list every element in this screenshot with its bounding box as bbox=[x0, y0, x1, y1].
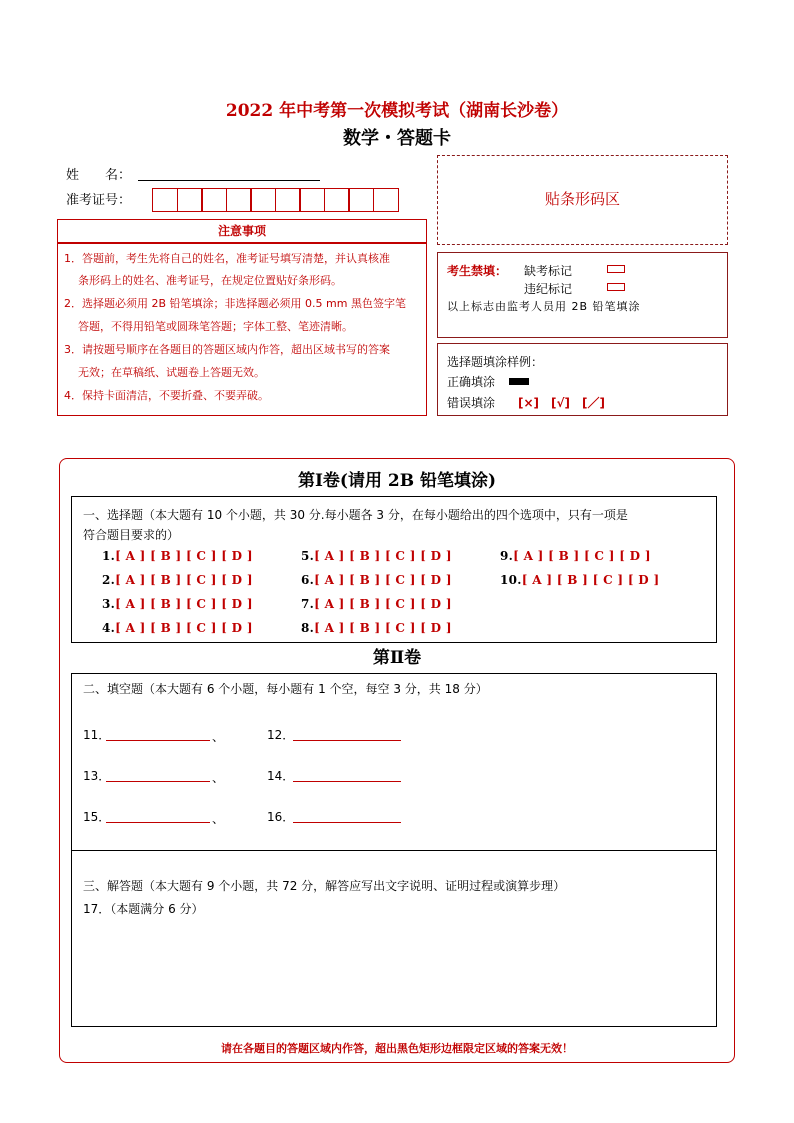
choice-section bbox=[71, 496, 717, 643]
solve-instruction: 三、解答题（本大题有 9 个小题，共 72 分，解答应写出文字说明、证明过程或演算步理） bbox=[83, 879, 566, 893]
question-16-label: 16． bbox=[267, 810, 295, 824]
barcode-area bbox=[437, 155, 728, 245]
question-number: 1. bbox=[102, 549, 116, 563]
bubble-options[interactable]: [ A ] [ B ] [ C ] [ D ] bbox=[115, 573, 253, 587]
answer-blank-11[interactable] bbox=[106, 740, 210, 741]
note-line: 答题，不得用铅笔或圆珠笔答题；字体工整、笔迹清晰。 bbox=[78, 320, 353, 333]
question-number: 10. bbox=[500, 573, 522, 587]
blank-separator: 、 bbox=[212, 730, 225, 744]
note-line: 3．请按题号顺序在各题目的答题区域内作答，超出区域书写的答案 bbox=[64, 343, 390, 356]
violation-mark-label: 违纪标记 bbox=[524, 282, 573, 296]
section-divider bbox=[72, 850, 716, 851]
answer-blank-14[interactable] bbox=[293, 781, 401, 782]
id-digit-box[interactable] bbox=[373, 188, 399, 212]
bubble-options[interactable]: [ A ] [ B ] [ C ] [ D ] bbox=[314, 573, 452, 587]
question-2-options[interactable] bbox=[102, 573, 253, 587]
wrong-fill-label: 错误填涂 bbox=[447, 396, 496, 410]
bubble-options[interactable]: [ A ] [ B ] [ C ] [ D ] bbox=[115, 597, 253, 611]
part2-section bbox=[71, 673, 717, 1027]
part1-title: 第Ⅰ卷(请用 2B 铅笔填涂) bbox=[297, 471, 497, 491]
question-5-options[interactable] bbox=[301, 549, 452, 563]
question-1-options[interactable] bbox=[102, 549, 253, 563]
part2-title: 第Ⅱ卷 bbox=[372, 648, 422, 668]
question-17-label: 17．（本题满分 6 分） bbox=[83, 902, 204, 916]
note-line: 条形码上的姓名、准考证号，在规定位置贴好条形码。 bbox=[78, 274, 342, 287]
note-line: 1．答题前，考生先将自己的姓名，准考证号填写清楚，并认真核准 bbox=[64, 252, 390, 265]
page-subtitle: 数学・答题卡 bbox=[343, 128, 451, 149]
question-number: 7. bbox=[301, 597, 315, 611]
bubble-options[interactable]: [ A ] [ B ] [ C ] [ D ] bbox=[314, 549, 452, 563]
fill-instruction: 二、填空题（本大题有 6 个小题，每小题有 1 个空，每空 3 分，共 18 分） bbox=[83, 682, 488, 696]
question-8-options[interactable] bbox=[301, 621, 452, 635]
missing-mark-box[interactable] bbox=[607, 265, 625, 273]
id-digit-box[interactable] bbox=[348, 188, 374, 212]
note-line: 无效；在草稿纸、试题卷上答题无效。 bbox=[78, 366, 265, 379]
wrong-fill-samples: [×] [√] [／] bbox=[518, 396, 605, 410]
id-digit-box[interactable] bbox=[177, 188, 203, 212]
forbidden-label: 考生禁填： bbox=[447, 264, 508, 278]
violation-mark-box[interactable] bbox=[607, 283, 625, 291]
id-digit-box[interactable] bbox=[324, 188, 350, 212]
note-line: 4．保持卡面清洁，不要折叠、不要弄破。 bbox=[64, 389, 269, 402]
question-9-options[interactable] bbox=[500, 549, 651, 563]
blank-separator: 、 bbox=[212, 771, 225, 785]
question-14-label: 14． bbox=[267, 769, 295, 783]
bubble-options[interactable]: [ A ] [ B ] [ C ] [ D ] bbox=[314, 621, 452, 635]
id-label: 准考证号： bbox=[66, 193, 132, 208]
barcode-label: 贴条形码区 bbox=[544, 190, 620, 208]
question-4-options[interactable] bbox=[102, 621, 253, 635]
id-digit-box[interactable] bbox=[275, 188, 301, 212]
id-digit-box[interactable] bbox=[250, 188, 276, 212]
notes-box bbox=[57, 243, 427, 416]
bubble-options[interactable]: [ A ] [ B ] [ C ] [ D ] bbox=[513, 549, 651, 563]
question-number: 9. bbox=[500, 549, 514, 563]
answer-area-17[interactable] bbox=[72, 919, 716, 1026]
answer-blank-15[interactable] bbox=[106, 822, 210, 823]
question-11-label: 11． bbox=[83, 728, 111, 742]
question-number: 5. bbox=[301, 549, 315, 563]
question-number: 6. bbox=[301, 573, 315, 587]
answer-blank-12[interactable] bbox=[293, 740, 401, 741]
notes-header bbox=[57, 219, 427, 243]
question-12-label: 12． bbox=[267, 728, 295, 742]
blank-separator: 、 bbox=[212, 812, 225, 826]
question-6-options[interactable] bbox=[301, 573, 452, 587]
correct-fill-label: 正确填涂 bbox=[447, 375, 496, 389]
question-13-label: 13． bbox=[83, 769, 111, 783]
sample-title: 选择题填涂样例： bbox=[447, 355, 544, 369]
forbidden-box bbox=[437, 252, 728, 338]
footer-warning: 请在各题目的答题区域内作答，超出黑色矩形边框限定区域的答案无效！ bbox=[221, 1042, 573, 1055]
choice-instruction-cont: 符合题目要求的） bbox=[83, 528, 180, 542]
question-7-options[interactable] bbox=[301, 597, 452, 611]
note-line: 2．选择题必须用 2B 铅笔填涂；非选择题必须用 0.5 mm 黑色签字笔 bbox=[64, 297, 406, 310]
id-digit-box[interactable] bbox=[152, 188, 178, 212]
notes-title: 注意事项 bbox=[217, 224, 266, 238]
id-number-boxes[interactable] bbox=[152, 188, 397, 212]
name-label: 姓 名： bbox=[66, 168, 132, 183]
page-title: 2022 年中考第一次模拟考试（湖南长沙卷） bbox=[225, 101, 569, 121]
forbidden-note: 以上标志由监考人员用 2B 铅笔填涂 bbox=[447, 300, 641, 313]
question-10-options[interactable] bbox=[500, 573, 659, 587]
bubble-options[interactable]: [ A ] [ B ] [ C ] [ D ] bbox=[521, 573, 660, 587]
question-number: 8. bbox=[301, 621, 315, 635]
bubble-options[interactable]: [ A ] [ B ] [ C ] [ D ] bbox=[115, 621, 253, 635]
question-15-label: 15． bbox=[83, 810, 111, 824]
question-number: 3. bbox=[102, 597, 116, 611]
question-number: 4. bbox=[102, 621, 116, 635]
id-digit-box[interactable] bbox=[226, 188, 252, 212]
bubble-options[interactable]: [ A ] [ B ] [ C ] [ D ] bbox=[314, 597, 452, 611]
id-digit-box[interactable] bbox=[299, 188, 325, 212]
question-3-options[interactable] bbox=[102, 597, 253, 611]
answer-blank-16[interactable] bbox=[293, 822, 401, 823]
name-field[interactable] bbox=[138, 180, 320, 181]
sample-box bbox=[437, 343, 728, 416]
id-digit-box[interactable] bbox=[201, 188, 227, 212]
choice-instruction: 一、选择题（本大题有 10 个小题，共 30 分.每小题各 3 分，在每小题给出的四个选项中，只有一项是 bbox=[83, 508, 628, 522]
question-number: 2. bbox=[102, 573, 116, 587]
missing-mark-label: 缺考标记 bbox=[524, 264, 573, 278]
bubble-options[interactable]: [ A ] [ B ] [ C ] [ D ] bbox=[115, 549, 253, 563]
answer-blank-13[interactable] bbox=[106, 781, 210, 782]
correct-fill-sample bbox=[509, 378, 529, 385]
